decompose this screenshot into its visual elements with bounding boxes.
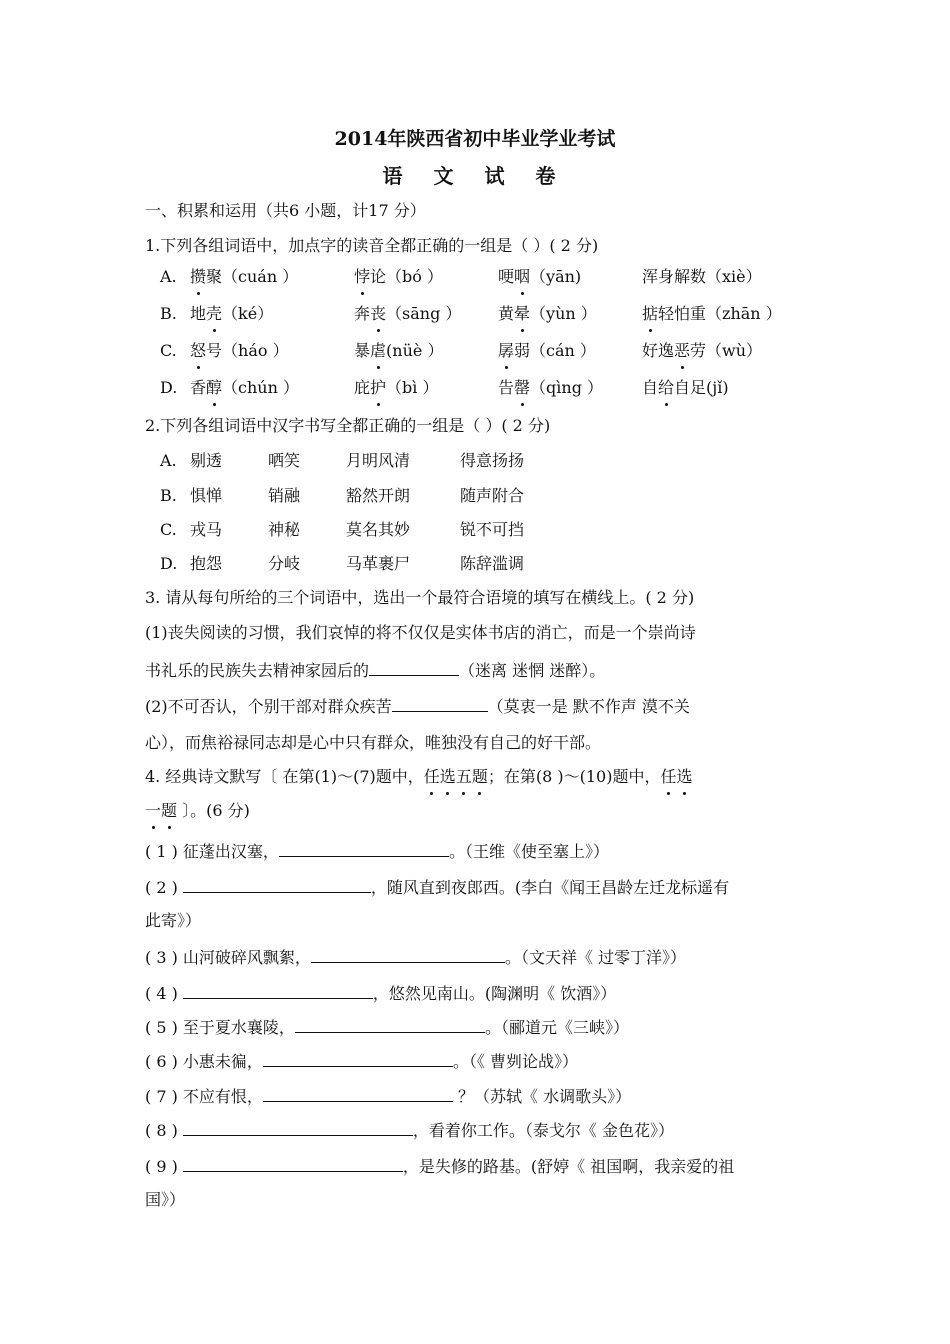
option-label: A. xyxy=(160,267,177,286)
answer-blank[interactable] xyxy=(183,1119,413,1136)
q3-sentence-1a: (1)丧失阅读的习惯，我们哀悼的将不仅仅是实体书店的消亡，而是一个崇尚诗 xyxy=(145,623,696,642)
option-word: 月明风清 xyxy=(346,451,411,470)
option-word: 陈辞滥调 xyxy=(460,554,525,573)
word-text: （qìng ） xyxy=(530,378,604,397)
option-word xyxy=(190,266,298,288)
q4-line-2: ( 2 ) ，随风直到夜郎西。(李白《闻王昌龄左迁龙标遥有 xyxy=(145,878,730,897)
option-word: 得意扬扬 xyxy=(460,451,525,470)
emphasis-dots xyxy=(424,767,488,786)
word-text: 浑身解数（xi xyxy=(642,267,737,286)
option-word: 神秘 xyxy=(268,520,301,539)
option-word xyxy=(354,377,438,399)
exam-subtitle: 语 文 试 卷 xyxy=(382,164,568,188)
word-text: 轻怕重（zhān ） xyxy=(658,304,782,323)
option-word xyxy=(498,377,603,399)
q4-line-6: ( 6 ) 小惠未徧， 。（《 曹刿论战》） xyxy=(145,1052,579,1071)
word-text: （bì ） xyxy=(386,378,439,397)
dotted-char: 恶 xyxy=(674,341,691,360)
q4-line-2-cont: 此寄》） xyxy=(145,911,202,930)
option-word: 随声附合 xyxy=(460,486,525,505)
option-word xyxy=(498,340,596,362)
option-label: D. xyxy=(160,554,178,573)
dotted-char: 任 xyxy=(660,767,677,786)
answer-blank[interactable] xyxy=(392,695,488,712)
dotted-char: 悖 xyxy=(354,267,371,286)
word-text: 告 xyxy=(498,378,515,397)
option-word: 锐不可挡 xyxy=(460,520,525,539)
q4-line-8: ( 8 ) ，看着你工作。（泰戈尔《 金色花》） xyxy=(145,1121,675,1140)
q2-stem: 2.下列各组词语中汉字书写全都正确的一组是（ ）( 2 分) xyxy=(145,416,551,435)
answer-blank[interactable] xyxy=(369,659,459,676)
q3-sentence-2a: (2)不可否认，个别干部对群众疾苦 （莫衷一是 默不作声 漠不关 xyxy=(145,697,690,716)
answer-blank[interactable] xyxy=(311,946,505,963)
answer-blank[interactable] xyxy=(263,1050,453,1067)
word-text: 聚（cuán ） xyxy=(206,267,299,286)
q4-stem-b: 一题 〕。(6 分) xyxy=(145,801,250,820)
dotted-char: 给 xyxy=(658,378,675,397)
option-word xyxy=(642,377,729,399)
option-label: A. xyxy=(160,451,177,470)
option-label: D. xyxy=(160,378,178,397)
word-text: 庇 xyxy=(354,378,371,397)
word-text: è） xyxy=(736,267,762,286)
word-text: （ké） xyxy=(222,304,274,323)
word-text: 论（bó ） xyxy=(370,267,443,286)
word-text: 自 xyxy=(642,378,659,397)
answer-blank[interactable] xyxy=(279,840,449,857)
dotted-char: 任 xyxy=(423,767,440,786)
option-word xyxy=(190,377,299,399)
q1-stem: 1.下列各组词语中，加点字的读音全都正确的一组是（ ）( 2 分) xyxy=(145,236,599,255)
emphasis-dots xyxy=(145,801,177,820)
dotted-char: 掂 xyxy=(642,304,659,323)
option-word: 戎马 xyxy=(190,520,223,539)
word-text: 好逸 xyxy=(642,341,675,360)
q3-stem: 3. 请从每句所给的三个词语中，选出一个最符合语境的填写在横线上。( 2 分) xyxy=(145,588,695,607)
word-text: （chún ） xyxy=(222,378,299,397)
q4-line-9: ( 9 ) ，是失修的路基。(舒婷《 祖国啊，我亲爱的祖 xyxy=(145,1157,735,1176)
option-word xyxy=(190,340,289,362)
option-label: B. xyxy=(160,486,177,505)
dotted-char: 攒 xyxy=(190,267,207,286)
exam-title: 2014年陕西省初中毕业学业考试 xyxy=(334,128,616,150)
dotted-char: 选 xyxy=(439,767,456,786)
option-word: 豁然开朗 xyxy=(346,486,411,505)
answer-blank[interactable] xyxy=(295,1016,485,1033)
dotted-char: 丧 xyxy=(370,304,387,323)
dotted-char: 护 xyxy=(370,378,387,397)
word-text: 弱（cán ） xyxy=(514,341,596,360)
word-text: 哽 xyxy=(498,267,515,286)
word-text: 劳（wù） xyxy=(690,341,763,360)
option-word xyxy=(642,266,762,288)
dotted-char: 选 xyxy=(676,767,693,786)
word-text: （yān) xyxy=(530,267,582,286)
option-word xyxy=(354,266,443,288)
option-word xyxy=(642,340,762,362)
section-heading: 一、积累和运用（共6 小题，计17 分） xyxy=(145,201,426,220)
answer-blank[interactable] xyxy=(183,982,373,999)
word-text: 自足(jǐ) xyxy=(674,378,729,397)
q3-sentence-2b: 心），而焦裕禄同志却是心中只有群众，唯独没有自己的好干部。 xyxy=(145,733,602,752)
word-text: （yùn ） xyxy=(530,304,597,323)
dotted-char: 一 xyxy=(145,801,162,820)
q4-line-1: ( 1 ) 征蓬出汉塞， 。（王维《使至塞上》） xyxy=(145,842,609,861)
word-text: （sāng ） xyxy=(386,304,462,323)
word-text: 号（háo ） xyxy=(206,341,289,360)
option-word xyxy=(498,303,597,325)
option-label: B. xyxy=(160,304,177,323)
option-word: 销融 xyxy=(268,486,301,505)
q4-line-7: ( 7 ) 不应有恨， ？（苏轼《 水调歌头》） xyxy=(145,1087,632,1106)
option-label: C. xyxy=(160,341,177,360)
q4-line-5: ( 5 ) 至于夏水襄陵， 。（郦道元《三峡》） xyxy=(145,1018,629,1037)
option-word: 惧惮 xyxy=(190,486,223,505)
dotted-char: 题 xyxy=(471,767,488,786)
word-text: 奔 xyxy=(354,304,371,323)
word-text: 暴 xyxy=(354,341,371,360)
option-word: 哂笑 xyxy=(268,451,301,470)
option-label: C. xyxy=(160,520,177,539)
answer-blank[interactable] xyxy=(183,876,371,893)
word-text: (nüè ） xyxy=(386,341,444,360)
word-text: 地 xyxy=(190,304,207,323)
answer-blank[interactable] xyxy=(183,1155,403,1172)
option-word xyxy=(354,303,461,325)
option-word: 抱怨 xyxy=(190,554,223,573)
option-word xyxy=(354,340,443,362)
q4-line-4: ( 4 ) ，悠然见南山。(陶渊明《 饮酒》） xyxy=(145,984,617,1003)
option-word: 马革裹尸 xyxy=(346,554,411,573)
dotted-char: 怒 xyxy=(190,341,207,360)
dotted-char: 题 xyxy=(161,801,178,820)
dotted-char: 虐 xyxy=(370,341,387,360)
option-word xyxy=(190,303,273,325)
word-text: 黄 xyxy=(498,304,515,323)
dotted-char: 五 xyxy=(455,767,472,786)
dotted-char: 晕 xyxy=(514,304,531,323)
q4-line-9-cont: 国》） xyxy=(145,1190,186,1209)
word-text: 香 xyxy=(190,378,207,397)
option-word: 剔透 xyxy=(190,451,223,470)
option-word xyxy=(642,303,782,325)
option-word: 莫名其妙 xyxy=(346,520,411,539)
dotted-char: 壳 xyxy=(206,304,223,323)
dotted-char: 醇 xyxy=(206,378,223,397)
q3-sentence-1b: 书礼乐的民族失去精神家园后的 （迷离 迷惘 迷醉）。 xyxy=(145,661,606,680)
option-word xyxy=(498,266,581,288)
answer-blank[interactable] xyxy=(263,1085,453,1102)
q4-stem-a: 4. 经典诗文默写〔 在第(1)～(7)题中，任选五题；在第(8 )～(10)题中，任选 xyxy=(145,767,693,786)
option-word: 分岐 xyxy=(268,554,301,573)
emphasis-dots xyxy=(660,767,692,786)
q4-line-3: ( 3 ) 山河破碎风飘絮， 。（文天祥《 过零丁洋》） xyxy=(145,948,687,967)
dotted-char: 咽 xyxy=(514,267,531,286)
dotted-char: 罄 xyxy=(514,378,531,397)
dotted-char: 孱 xyxy=(498,341,515,360)
